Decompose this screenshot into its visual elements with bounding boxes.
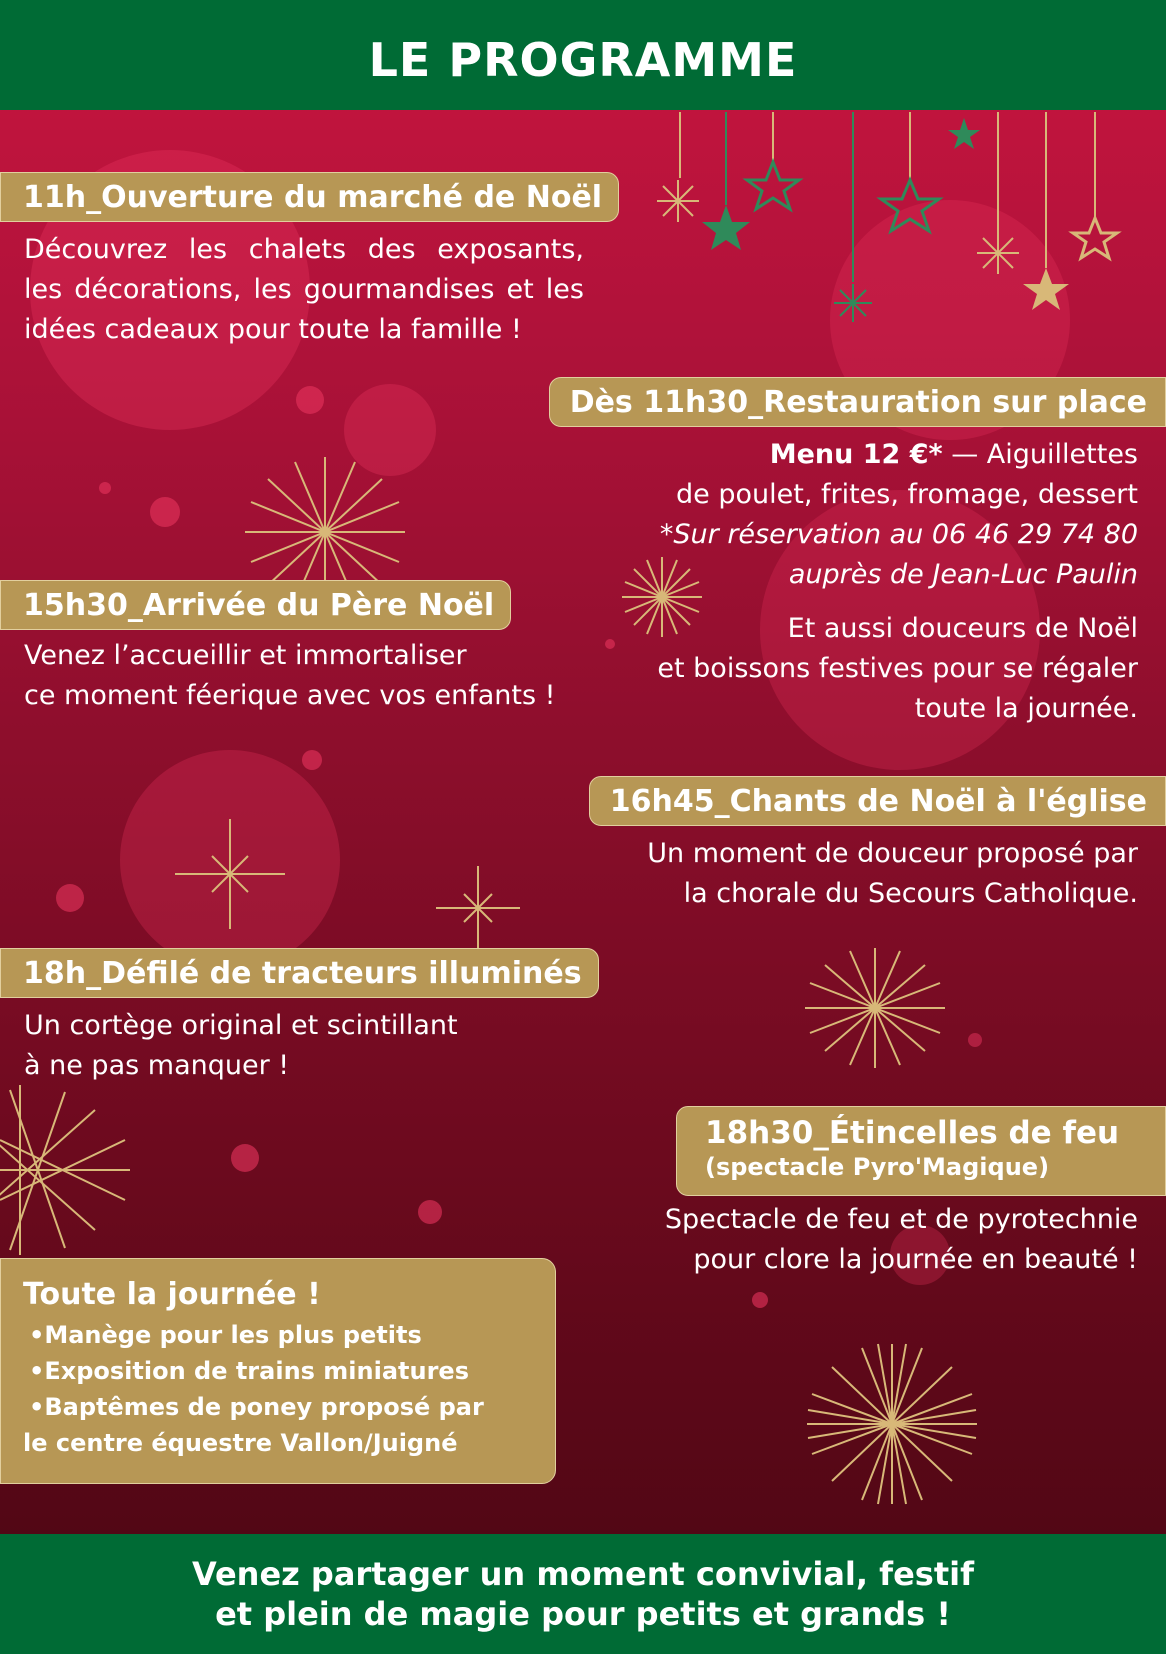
header-bar <box>0 0 1166 110</box>
description-line: Un moment de douceur proposé par <box>647 838 1138 869</box>
event-banner-santa: 15h30_Arrivée du Père Noël <box>0 580 511 630</box>
description-line: les décorations, les gourmandises et les <box>24 274 584 305</box>
description-line: Venez l’accueillir et immortaliser <box>24 640 467 671</box>
description-line: à ne pas manquer ! <box>24 1050 290 1081</box>
event-description-santa <box>24 636 584 716</box>
description-line: la chorale du Secours Catholique. <box>683 878 1138 909</box>
event-description-restauration <box>538 435 1138 729</box>
footer-text-line: et plein de magie pour petits et grands ! <box>215 1595 951 1633</box>
event-banner-opening: 11h_Ouverture du marché de Noël <box>0 172 619 222</box>
footer-bar <box>0 1534 1166 1654</box>
all-day-item: le centre équestre Vallon/Juigné <box>23 1429 458 1457</box>
description-line: Et aussi douceurs de Noël <box>787 613 1138 644</box>
event-banner-fireworks <box>676 1106 1166 1196</box>
event-banner-chants: 16h45_Chants de Noël à l'église <box>589 776 1166 826</box>
menu-line <box>538 435 1138 475</box>
event-description-fireworks <box>578 1200 1138 1280</box>
description-line: Découvrez les chalets des exposants, <box>24 234 584 265</box>
event-description-tractors <box>24 1006 584 1086</box>
description-line: ce moment féerique avec vos enfants ! <box>24 680 556 711</box>
description-line: idées cadeaux pour toute la famille ! <box>24 314 522 345</box>
menu-price: Menu 12 €* <box>769 439 943 470</box>
event-subtitle-fireworks: (spectacle Pyro'Magique) <box>705 1153 1050 1181</box>
event-banner-tractors: 18h_Défilé de tracteurs illuminés <box>0 948 599 998</box>
footer-text-line: Venez partager un moment convivial, festif <box>191 1555 975 1593</box>
description-line: pour clore la journée en beauté ! <box>693 1244 1138 1275</box>
page-title: LE PROGRAMME <box>368 33 798 87</box>
description-line: de poulet, frites, fromage, dessert <box>676 479 1138 510</box>
description-line: toute la journée. <box>914 693 1138 724</box>
all-day-title: Toute la journée ! <box>23 1277 321 1312</box>
description-line: et boissons festives pour se régaler <box>657 653 1138 684</box>
all-day-item: •Manège pour les plus petits <box>29 1321 422 1349</box>
all-day-box <box>0 1258 556 1484</box>
reservation-contact: auprès de Jean-Luc Paulin <box>788 559 1138 590</box>
description-line: Spectacle de feu et de pyrotechnie <box>664 1204 1138 1235</box>
all-day-item: •Exposition de trains miniatures <box>29 1357 469 1385</box>
all-day-item: •Baptêmes de poney proposé par <box>29 1393 484 1421</box>
description-line: Un cortège original et scintillant <box>24 1010 458 1041</box>
event-description-opening <box>24 230 584 350</box>
event-banner-restauration: Dès 11h30_Restauration sur place <box>549 377 1166 427</box>
menu-dish: — Aiguillettes <box>942 439 1138 470</box>
event-description-chants <box>578 834 1138 914</box>
reservation-line: *Sur réservation au 06 46 29 74 80 <box>659 519 1138 550</box>
event-title-fireworks: 18h30_Étincelles de feu <box>705 1115 1120 1151</box>
